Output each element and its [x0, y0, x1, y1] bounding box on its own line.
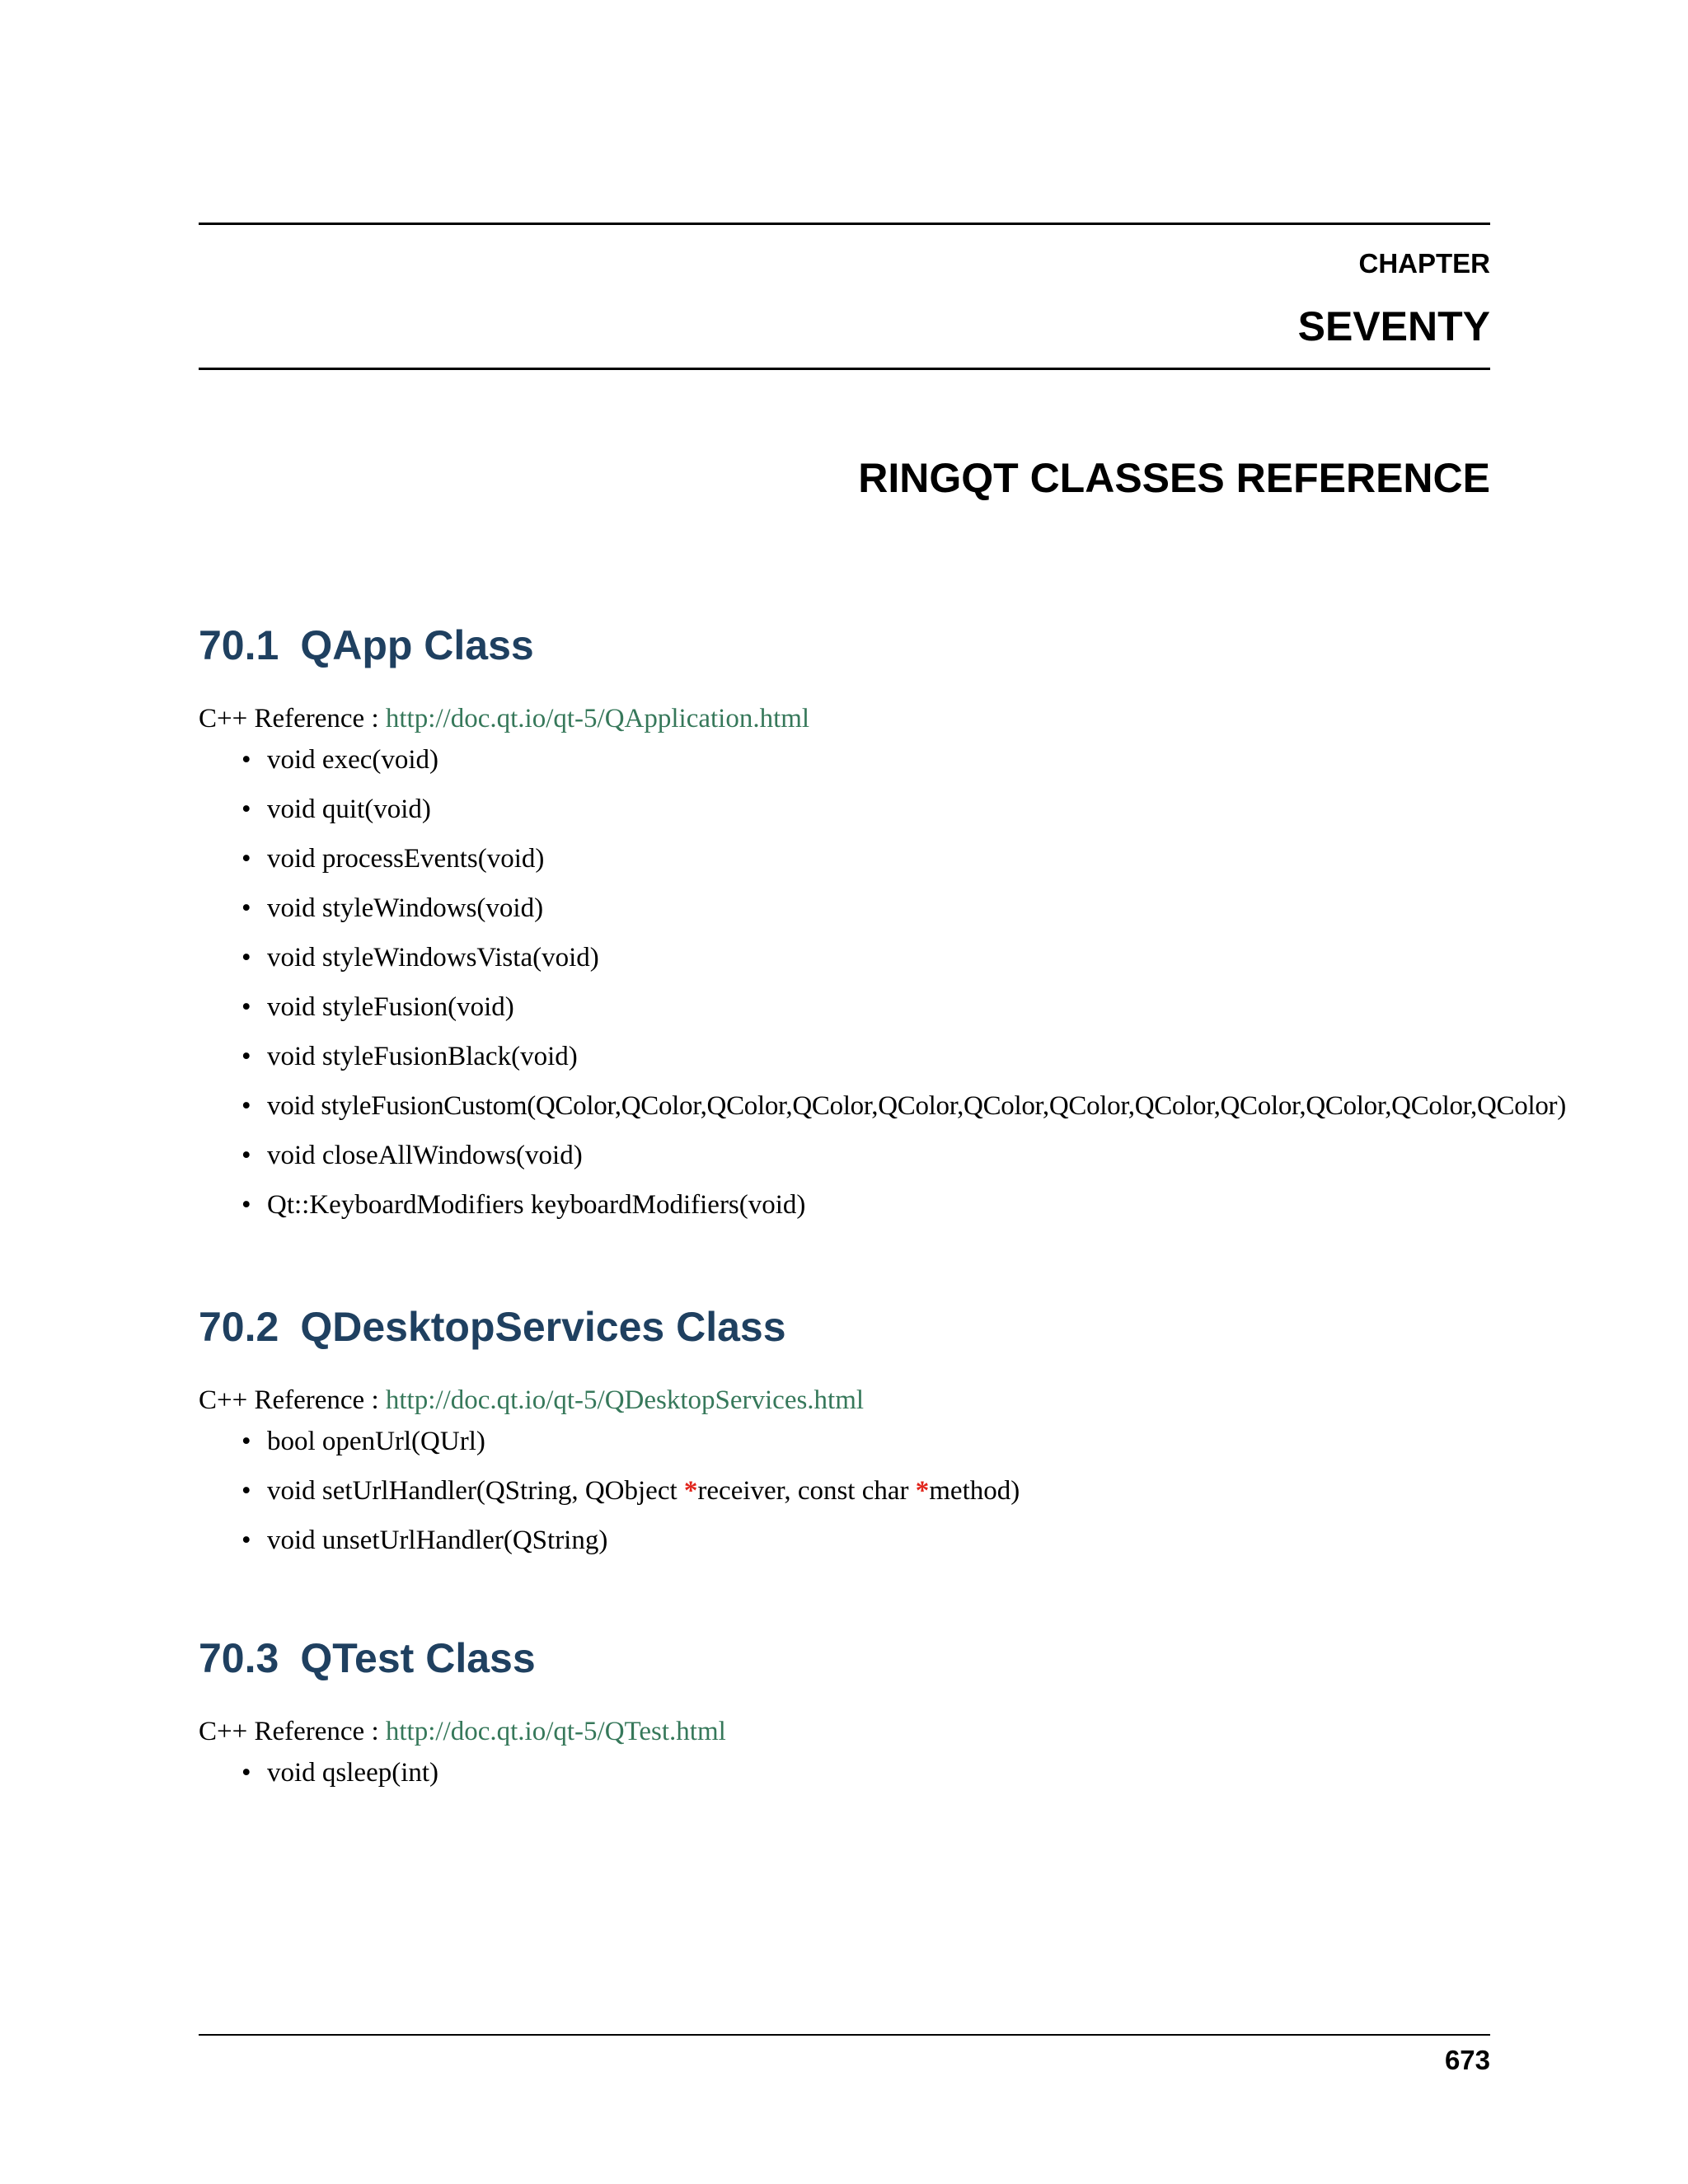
- method-item: [199, 834, 1600, 883]
- method-signature: void qsleep(int): [267, 1758, 439, 1788]
- method-signature: void exec(void): [267, 745, 439, 775]
- section-title: QDesktopServices Class: [300, 1304, 786, 1350]
- bullet-icon: •: [241, 1758, 251, 1788]
- method-item: [199, 883, 1600, 933]
- section-qdesktopservices-class: [199, 1301, 1600, 1565]
- reference-label: C++ Reference :: [199, 1717, 386, 1746]
- method-item: [199, 1516, 1600, 1565]
- bullet-icon: •: [241, 1476, 251, 1506]
- bullet-icon: •: [241, 745, 251, 775]
- method-signature: void styleWindowsVista(void): [267, 943, 599, 972]
- section-heading: [199, 1633, 1600, 1684]
- method-list: [199, 735, 1600, 1230]
- method-signature: void processEvents(void): [267, 844, 545, 874]
- method-signature: void quit(void): [267, 794, 431, 824]
- bullet-icon: •: [241, 943, 251, 972]
- method-list: [199, 1417, 1600, 1565]
- reference-link[interactable]: http://doc.qt.io/qt-5/QDesktopServices.html: [385, 1385, 865, 1415]
- method-item: [199, 785, 1600, 834]
- pointer-star: *: [683, 1476, 698, 1506]
- footer-rule: [199, 2034, 1490, 2036]
- method-signature: void closeAllWindows(void): [267, 1141, 583, 1170]
- section-qtest-class: [199, 1633, 1600, 1797]
- bullet-icon: •: [241, 1190, 251, 1220]
- bullet-icon: •: [241, 992, 251, 1022]
- bullet-icon: •: [241, 844, 251, 874]
- section-qapp-class: [199, 620, 1600, 1230]
- method-item: [199, 1081, 1600, 1131]
- method-item: [199, 982, 1600, 1032]
- bullet-icon: •: [241, 794, 251, 824]
- method-signature: bool openUrl(QUrl): [267, 1427, 485, 1456]
- chapter-top-rule: [199, 223, 1490, 225]
- method-signature: Qt::KeyboardModifiers keyboardModifiers(void): [267, 1190, 806, 1220]
- method-item: [199, 1032, 1600, 1081]
- reference-link[interactable]: http://doc.qt.io/qt-5/QTest.html: [385, 1717, 726, 1746]
- method-signature: void styleFusion(void): [267, 992, 514, 1022]
- bullet-icon: •: [241, 893, 251, 923]
- reference-label: C++ Reference :: [199, 704, 386, 733]
- method-signature: void styleWindows(void): [267, 893, 544, 923]
- pointer-star: *: [915, 1476, 930, 1506]
- section-number: 70.2: [199, 1304, 279, 1350]
- bullet-icon: •: [241, 1042, 251, 1071]
- bullet-icon: •: [241, 1526, 251, 1555]
- page-number: 673: [1444, 2045, 1490, 2075]
- method-signature-part: method): [929, 1476, 1020, 1506]
- method-item: [199, 1466, 1600, 1516]
- section-title: QTest Class: [300, 1635, 536, 1681]
- method-signature-part: receiver, const char: [697, 1476, 916, 1506]
- chapter-title: RINGQT CLASSES REFERENCE: [858, 455, 1490, 501]
- method-list: [199, 1748, 1600, 1797]
- section-heading: [199, 1301, 1600, 1352]
- reference-label: C++ Reference :: [199, 1385, 386, 1415]
- bullet-icon: •: [241, 1427, 251, 1456]
- chapter-bottom-rule: [199, 368, 1490, 370]
- cpp-reference-line: [199, 702, 1600, 735]
- method-item: [199, 1748, 1600, 1797]
- method-signature: void styleFusionBlack(void): [267, 1042, 578, 1071]
- section-number: 70.1: [199, 622, 279, 668]
- chapter-number: SEVENTY: [1297, 303, 1490, 349]
- chapter-label: CHAPTER: [1358, 248, 1490, 279]
- method-signature-part: void setUrlHandler(QString, QObject: [267, 1476, 684, 1506]
- bullet-icon: •: [241, 1091, 251, 1121]
- cpp-reference-line: [199, 1384, 1600, 1417]
- cpp-reference-line: [199, 1715, 1600, 1748]
- bullet-icon: •: [241, 1141, 251, 1170]
- section-title: QApp Class: [300, 622, 534, 668]
- section-heading: [199, 620, 1600, 671]
- method-signature: void unsetUrlHandler(QString): [267, 1526, 608, 1555]
- method-signature: void styleFusionCustom(QColor,QColor,QColor,QColor,QColor,QColor,QColor,QColor,QColor,QColor,QColor,QColor): [267, 1091, 1566, 1121]
- method-item: [199, 735, 1600, 785]
- section-number: 70.3: [199, 1635, 279, 1681]
- method-item: [199, 1131, 1600, 1180]
- method-item: [199, 1417, 1600, 1466]
- method-item: [199, 1180, 1600, 1230]
- method-item: [199, 933, 1600, 982]
- reference-link[interactable]: http://doc.qt.io/qt-5/QApplication.html: [385, 704, 810, 733]
